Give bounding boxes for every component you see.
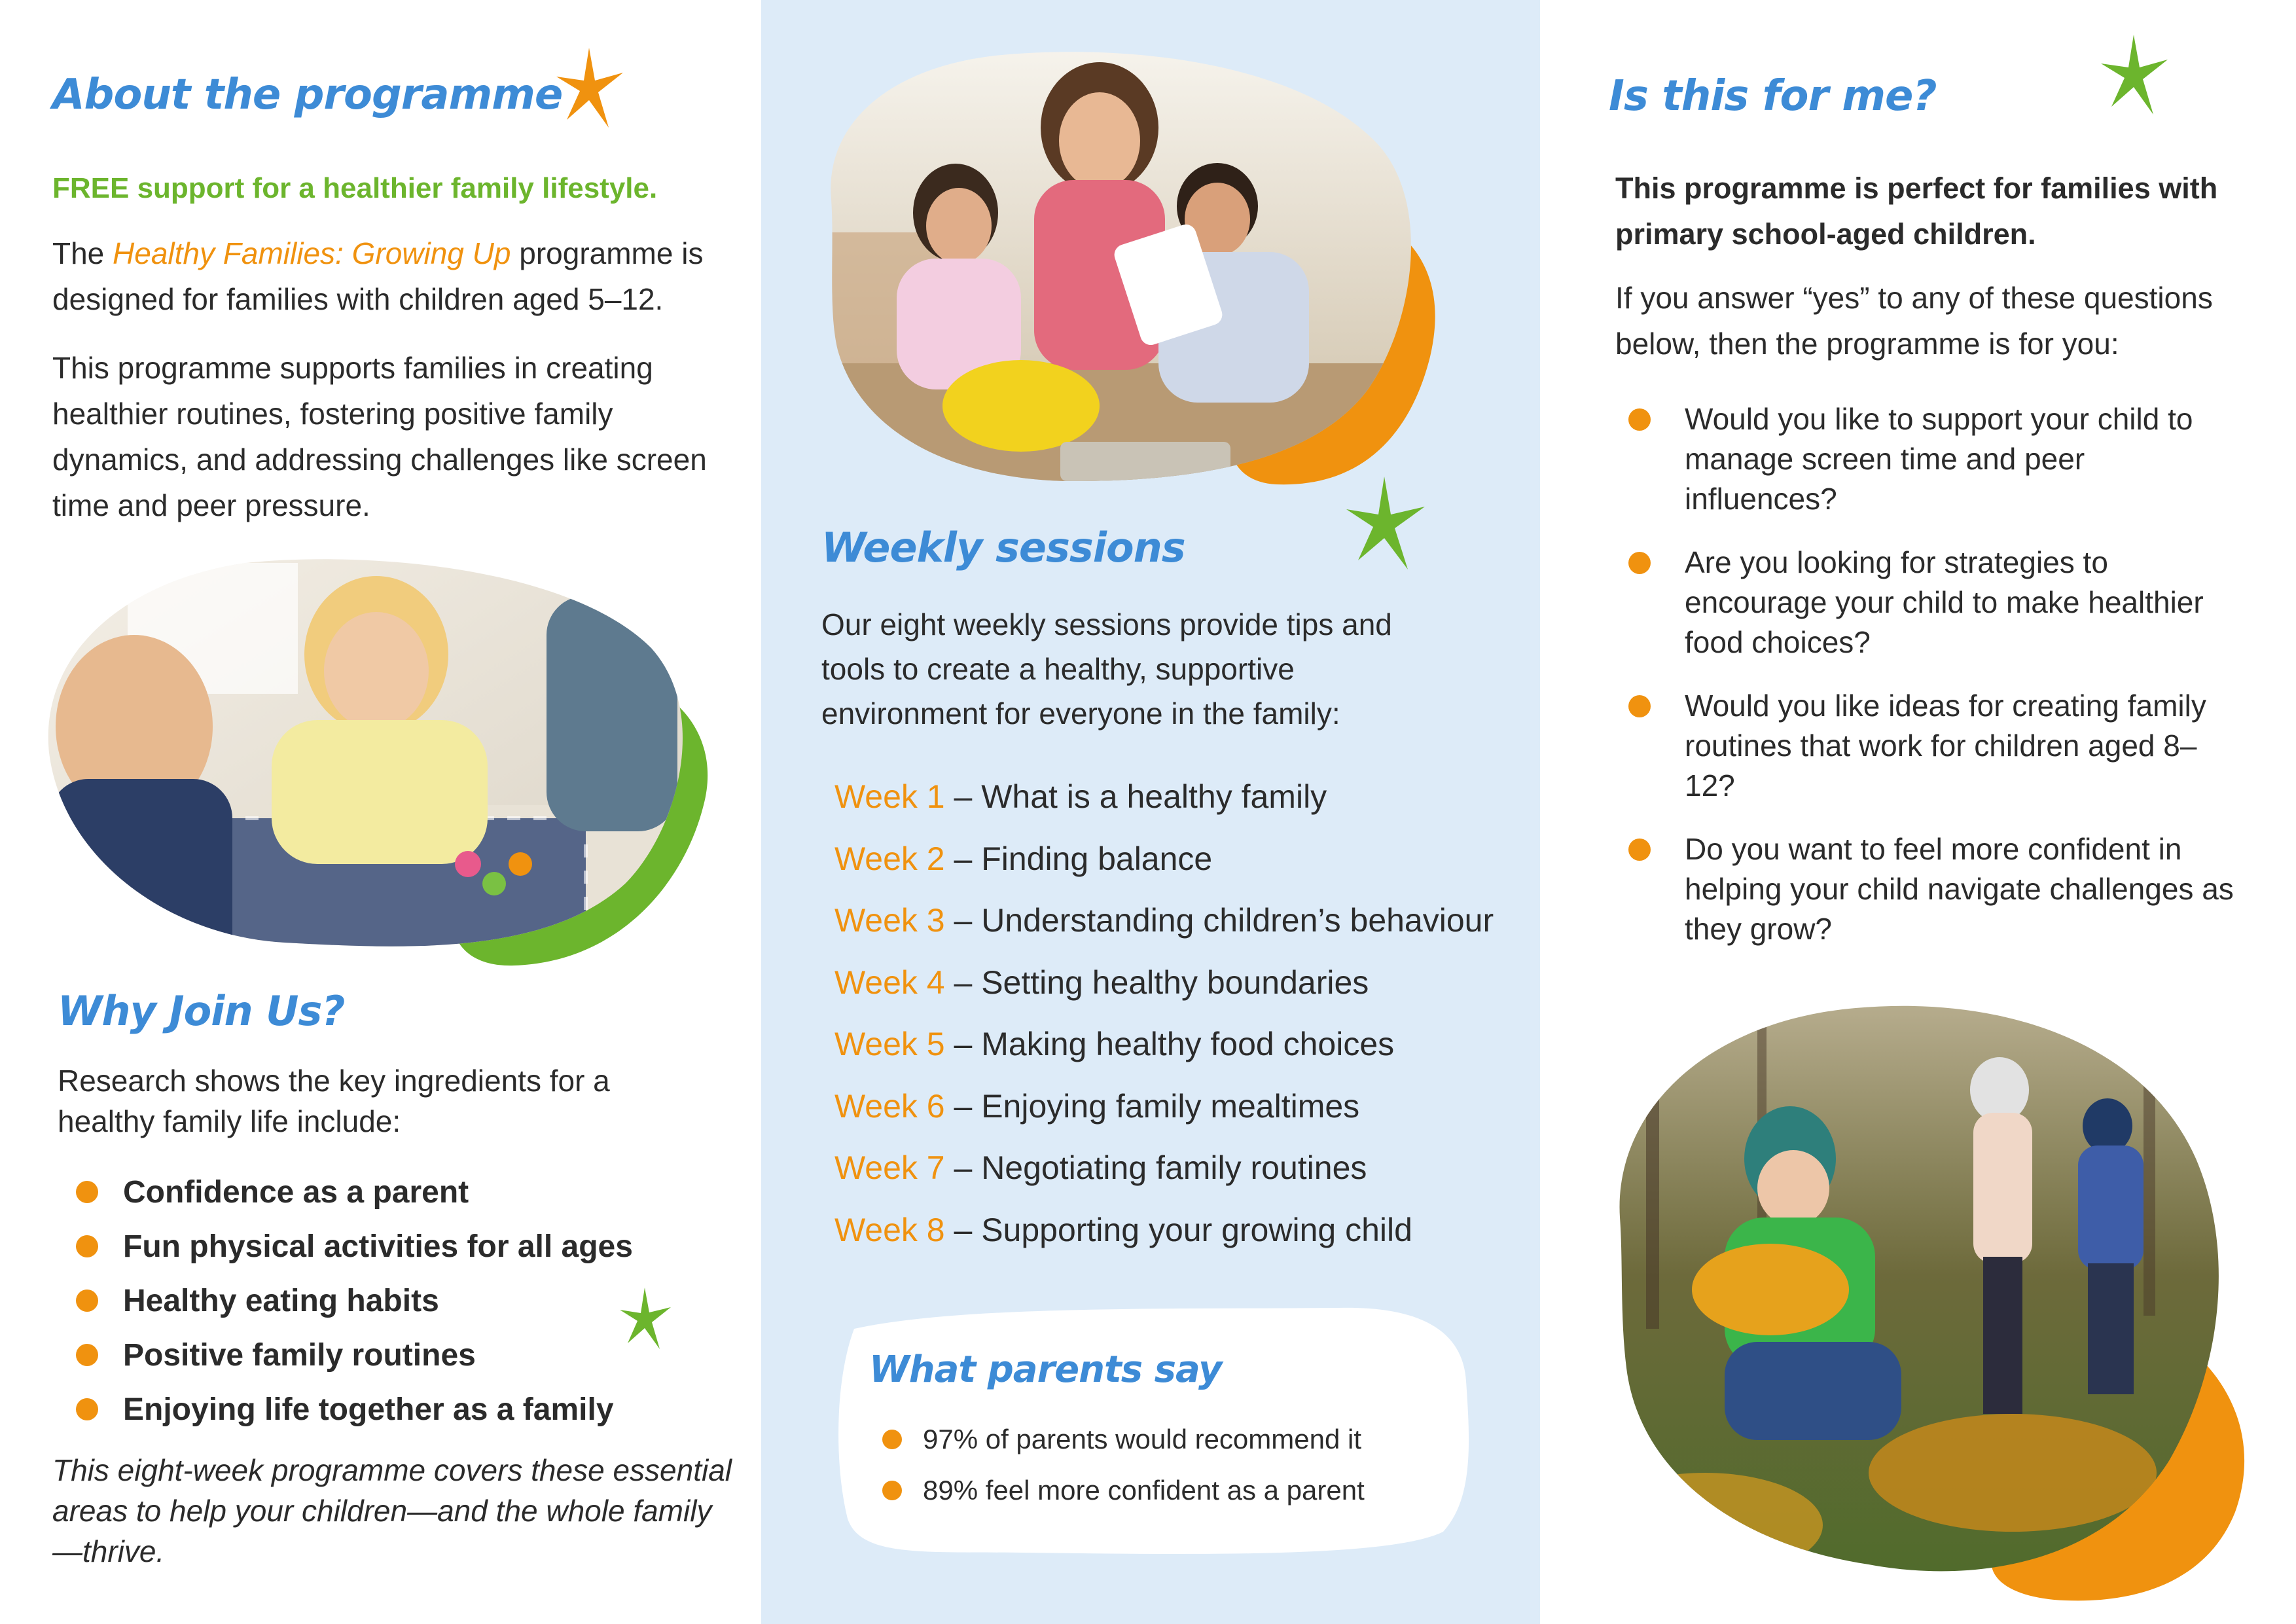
for-me-lead: This programme is perfect for families with primary school-aged children.	[1615, 171, 2218, 251]
why-join-list	[71, 1165, 633, 1437]
star-green-icon	[2094, 33, 2173, 118]
for-me-intro: If you answer “yes” to any of these questions below, then the programme is for you:	[1615, 281, 2213, 361]
programme-name: Healthy Families: Growing Up	[113, 236, 511, 270]
bullet-dot-icon	[76, 1398, 98, 1420]
list-item: Week 1 – What is a healthy family	[834, 778, 1327, 815]
about-intro: The Healthy Families: Growing Up programme is designed for families with children aged 5–12.	[52, 236, 704, 316]
about-heading: About the programme	[52, 71, 563, 119]
parents-list	[882, 1414, 1365, 1516]
bullet-dot-icon	[76, 1235, 98, 1257]
weekly-intro: Our eight weekly sessions provide tips and tools to create a healthy, supportive environment for everyone in the family:	[821, 607, 1392, 731]
list-item: 89% feel more confident as a parent	[882, 1465, 1365, 1516]
list-item: Week 6 – Enjoying family mealtimes	[834, 1087, 1360, 1125]
list-item: Do you want to feel more confident in helping your child navigate challenges as they grow?	[1628, 829, 2244, 949]
about-body: This programme supports families in creating healthier routines, fostering positive family dynamics, and addressing challenges like screen time and peer pressure.	[52, 351, 707, 522]
why-join-closing: This eight-week programme covers these essential areas to help your children—and the whole family—thrive.	[52, 1453, 732, 1568]
list-item: 97% of parents would recommend it	[882, 1414, 1365, 1465]
bullet-dot-icon	[76, 1344, 98, 1366]
star-green-icon	[1338, 475, 1430, 573]
bullet-dot-icon	[1628, 695, 1651, 717]
list-item: Enjoying life together as a family	[71, 1382, 633, 1437]
list-item: Would you like ideas for creating family routines that work for children aged 8–12?	[1628, 686, 2244, 806]
parents-heading: What parents say	[869, 1348, 1222, 1391]
bullet-dot-icon	[1628, 552, 1651, 574]
list-item: Healthy eating habits	[71, 1274, 633, 1328]
list-item: Are you looking for strategies to encourage your child to make healthier food choices?	[1628, 543, 2244, 662]
list-item: Week 5 – Making healthy food choices	[834, 1026, 1395, 1062]
questions-list	[1628, 399, 2244, 949]
why-join-heading: Why Join Us?	[58, 987, 345, 1035]
bullet-dot-icon	[882, 1430, 902, 1449]
star-orange-icon	[550, 46, 628, 131]
list-item: Week 4 – Setting healthy boundaries	[834, 964, 1369, 1001]
children-crafting-photo	[36, 556, 717, 975]
bullet-dot-icon	[882, 1481, 902, 1500]
list-item: Positive family routines	[71, 1328, 633, 1382]
weekly-heading: Weekly sessions	[821, 524, 1185, 571]
autumn-leaves-photo	[1607, 1001, 2268, 1610]
star-green-icon	[615, 1286, 674, 1352]
weekly-sessions-list	[834, 766, 1494, 1261]
list-item: Week 2 – Finding balance	[834, 840, 1213, 877]
for-me-heading: Is this for me?	[1609, 72, 1937, 120]
list-item: Week 3 – Understanding children’s behaviour	[834, 902, 1494, 939]
why-join-intro: Research shows the key ingredients for a healthy family life include:	[58, 1064, 610, 1138]
bullet-dot-icon	[76, 1290, 98, 1312]
bullet-dot-icon	[1628, 839, 1651, 861]
list-item: Fun physical activities for all ages	[71, 1219, 633, 1274]
about-tagline: FREE support for a healthier family lifestyle.	[52, 172, 658, 204]
bullet-dot-icon	[76, 1181, 98, 1203]
bullet-dot-icon	[1628, 408, 1651, 431]
family-baking-photo	[825, 49, 1446, 488]
list-item: Would you like to support your child to manage screen time and peer influences?	[1628, 399, 2244, 519]
list-item: Confidence as a parent	[71, 1165, 633, 1219]
list-item: Week 7 – Negotiating family routines	[834, 1149, 1367, 1186]
list-item: Week 8 – Supporting your growing child	[834, 1211, 1412, 1248]
